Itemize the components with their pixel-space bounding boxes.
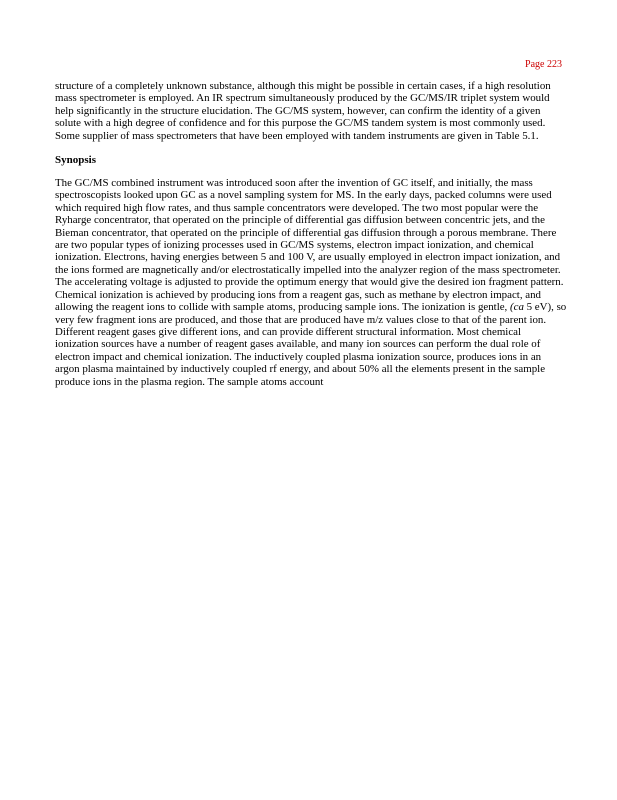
page-content xyxy=(55,80,567,388)
section-heading-synopsis: Synopsis xyxy=(55,154,96,167)
synopsis-italic-ca: (ca xyxy=(510,301,524,314)
paragraph-synopsis xyxy=(55,177,567,388)
page-number: Page 223 xyxy=(525,59,562,70)
paragraph-continued: structure of a completely unknown substance, although this might be possible in certain cases, if a high resolution mass spectrometer is employed. An IR spectrum simultaneously produced by the GC/MS/IR triplet system would help significantly in the structure elucidation. The GC/MS system, however, can confirm the identity of a given solute with a high degree of confidence and for this purpose the GC/MS tandem system is most commonly used. Some supplier of mass spectrometers that have been employed with tandem instruments are given in Table 5.1. xyxy=(55,80,551,142)
synopsis-text-part-2: 5 eV), so very few fragment ions are produced, and those that are produced have m/z values close to that of the parent ion. Different reagent gases give different ions, and can provide different structural information. Most chemical ionization sources have a number of reagent gases available, and many ion sources can perform the dual role of electron impact and chemical ionization. The inductively coupled plasma ionization source, produces ions in an argon plasma maintained by inductively coupled rf energy, and about 50% all the elements present in the sample produce ions in the plasma region. The sample atoms account xyxy=(55,301,567,388)
synopsis-text-part-1: The GC/MS combined instrument was introduced soon after the invention of GC itself, and initially, the mass spectroscopists looked upon GC as a novel sampling system for MS. In the early days, packed columns were used which required high flow rates, and thus sample concentrators were developed. The two most popular were the Ryharge concentrator, that operated on the principle of differential gas diffusion between concentric jets, and the Bieman concentrator, that operated on the principle of differential gas diffusion through a porous membrane. There are two popular types of ionizing processes used in GC/MS systems, electron impact ionization, and chemical ionization. Electrons, having energies between 5 and 100 V, are usually employed in electron impact ionization, and the ions formed are magnetically and/or electrostatically impelled into the analyzer region of the mass spectrometer. The accelerating voltage is adjusted to provide the optimum energy that would give the desired ion fragment pattern. Chemical ionization is achieved by producing ions from a reagent gas, such as methane by electron impact, and allowing the reagent ions to collide with sample atoms, producing sample ions. The ionization is gentle, xyxy=(55,177,564,314)
